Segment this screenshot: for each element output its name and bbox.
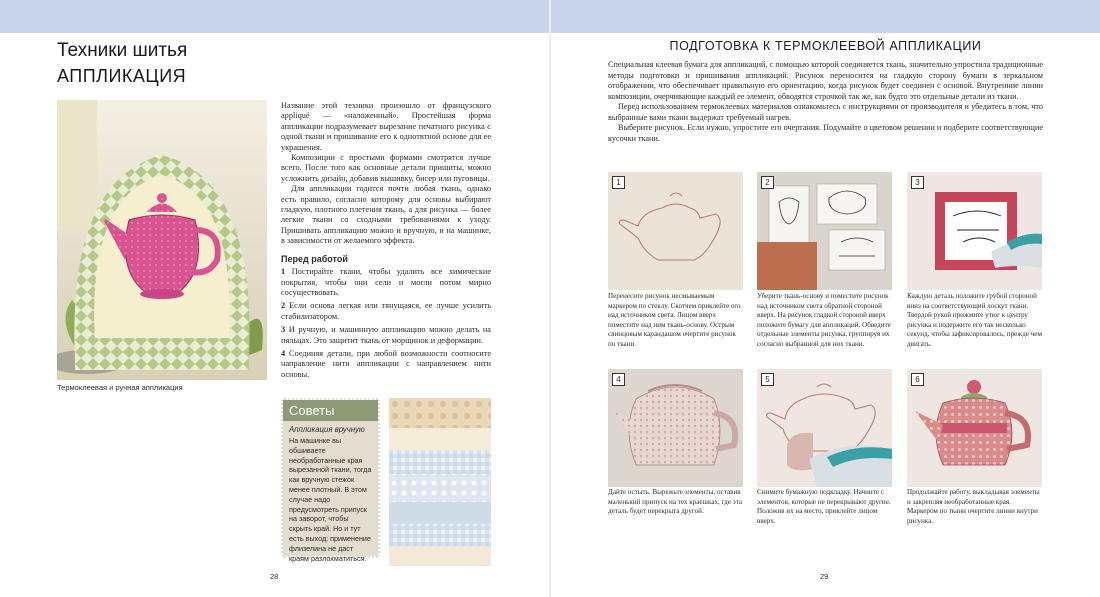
prep-step <box>281 267 491 298</box>
header-band-right <box>551 0 1100 33</box>
step-caption-1: Перенесите рисунок несмываемым маркером по стеклу. Скотчем приклейте его над источником света. Лицом вверх поместите над ним ткань-основу. Острым свинцовым карандашом очертите рисунок по ткани. <box>608 292 741 348</box>
tips-box <box>281 398 380 563</box>
intro-paragraph: Название этой техники произошло от французского appliqué — «наложенный». Простейшая форма аппликации подразумевает вырезание печатного рисунка с одной ткани и пришивание его к однотвтной основе для ее украшения. <box>281 101 491 152</box>
prep-step <box>281 349 491 380</box>
step-photo-2 <box>757 172 892 290</box>
step-number-badge: 1 <box>612 176 625 189</box>
prep-step <box>281 301 491 322</box>
step-number-badge: 3 <box>911 176 924 189</box>
prep-step-number: 1 <box>281 267 286 277</box>
right-intro-paragraph: Выберите рисунок. Если нужно, упростите его очертания. Подумайте о цветовом решении и подберите соответствующие кусочки ткани. <box>608 123 1043 143</box>
teapot-outline-illustration <box>608 172 743 290</box>
step-number-badge: 5 <box>761 373 774 386</box>
step-photo-6 <box>907 369 1042 487</box>
right-intro-text <box>608 60 1043 144</box>
fusing-illustration <box>757 369 892 487</box>
subsection-title: АППЛИКАЦИЯ <box>57 66 187 86</box>
step-photo-3 <box>907 172 1042 290</box>
header-band-left <box>0 0 549 33</box>
right-intro-paragraph: Специальная клеевая бумага для аппликаций, с помощью которой соединяется ткань, значительно упростила традиционные методы подготовки и пришивания аппликаций. Рисунок переносится на гладкую сторону бумаги в зеркальном отображении, что обеспечивает правильную его ориентацию, когда рисунок будет соединен с основой. Внутренние линии композиции, очерчивающие каждый ее элемент, обводятся строчкой так же, как будто это отдельные детали из ткани. <box>608 60 1043 101</box>
intro-paragraph: Для аппликации годится почти любая ткань, однако есть правило, согласно которому для основы выбирают гладкую, плотного плетения ткань, а для рисунка — более легкие ткани со сходными требованиями к уходу. Пришивать аппликацию можно и вручную, и на машинке, в зависимости от желаемого эффекта. <box>281 184 491 246</box>
step-photo-5 <box>757 369 892 487</box>
step-photo-1 <box>608 172 743 290</box>
section-title: Техники шитья <box>57 40 188 61</box>
tea-cosy-illustration <box>57 100 267 380</box>
step-number-badge: 2 <box>761 176 774 189</box>
prep-step-number: 2 <box>281 301 286 311</box>
fabric-stack-photo <box>389 398 491 566</box>
page-number-right: 29 <box>820 572 829 581</box>
prep-step <box>281 325 491 346</box>
step-number-badge: 4 <box>612 373 625 386</box>
tips-text: На машинке вы обшиваете необработанные края вырезанной ткани, тогда как вручную стежок менее плотный. В этом случае надо предусмотреть припуск на заворот, чтобы скрыть край. Но и тут есть выход: применение флизелина не даст краям разлохматиться. <box>289 436 372 563</box>
tea-cosy-photo <box>57 100 267 380</box>
prep-step-text: Постирайте ткани, чтобы удалить все химические покрытия, чтобы они сели и могли потом мирно сосуществовать. <box>281 267 491 297</box>
tips-subtitle: Аппликация вручную <box>289 425 365 434</box>
photo-caption: Термоклеевая и ручная аппликация <box>57 383 183 392</box>
prep-step-number: 3 <box>281 325 286 335</box>
intro-paragraph: Композиции с простыми формами смотрятся лучше всего. После того как основные детали пришиты, можно усложнить дизайн, добавив вышивку, бисер или пуговицы. <box>281 153 491 183</box>
fabric-stack-illustration <box>389 398 491 566</box>
step-caption-5: Снимите бумажную подкладку. Начните с элементов, которые не перекрывают другие. Положив их на место, приклейте лицом вверх. <box>757 488 891 525</box>
step-number-badge: 6 <box>911 373 924 386</box>
ironing-illustration <box>907 172 1042 290</box>
tips-title: Советы <box>283 400 378 421</box>
finished-teapot-illustration <box>907 369 1042 487</box>
prep-step-text: И ручную, и машинную аппликацию можно делать на пяльцах. Это защитит ткань от морщинок и деформации. <box>281 325 491 345</box>
tracing-paper-illustration <box>757 172 892 290</box>
prep-step-text: Соединяя детали, при любой возможности соотносите направление нити аппликации с направлением нити основы. <box>281 348 492 379</box>
right-page-title: ПОДГОТОВКА К ТЕРМОКЛЕЕВОЙ АППЛИКАЦИИ <box>669 39 982 53</box>
step-photo-4 <box>608 369 743 487</box>
right-intro-paragraph: Перед использованием термоклеевых материалов ознакомьтесь с инструкциями от производителя и убедитесь в том, что выбранные вами ткани выдержат требуемый нагрев. <box>608 102 1043 122</box>
step-caption-6: Продолжайте работу, выкладывая элементы и закрепляя необработанные края. Маркером по ткани очертите линии внутри рисунка. <box>907 488 1040 525</box>
cut-pieces-illustration <box>608 369 743 487</box>
step-caption-4: Дайте остыть. Вырежьте элементы, оставив маленький припуск на тех краешках, где эта деталь будет перекрыта другой. <box>608 488 743 516</box>
prep-step-text: Если основа легкая или тянущаяся, ее лучше усилить стабилизатором. <box>281 301 491 321</box>
step-caption-3: Каждую деталь положите грубой стороной вниз на соответствующий лоскут ткани. Твердой рукой прижмите утюг к центру рисунка и подержите его так несколько секунд, чтобы зафиксировалось, прежде чем двигать. <box>907 292 1042 348</box>
step-caption-2: Уберите ткань-основу и поместите рисунок над источником света обратной стороной вверх. На рисунок гладкой стороной вверх положите бумагу для аппликаций. Обведите отдельные элементы рисунка, группируя их согласно выбранной для них ткани. <box>757 292 891 348</box>
before-work-heading: Перед работой <box>281 253 348 264</box>
intro-text <box>281 101 491 383</box>
page-number-left: 28 <box>270 572 279 581</box>
prep-step-number: 4 <box>281 348 286 358</box>
book-gutter <box>549 0 551 597</box>
